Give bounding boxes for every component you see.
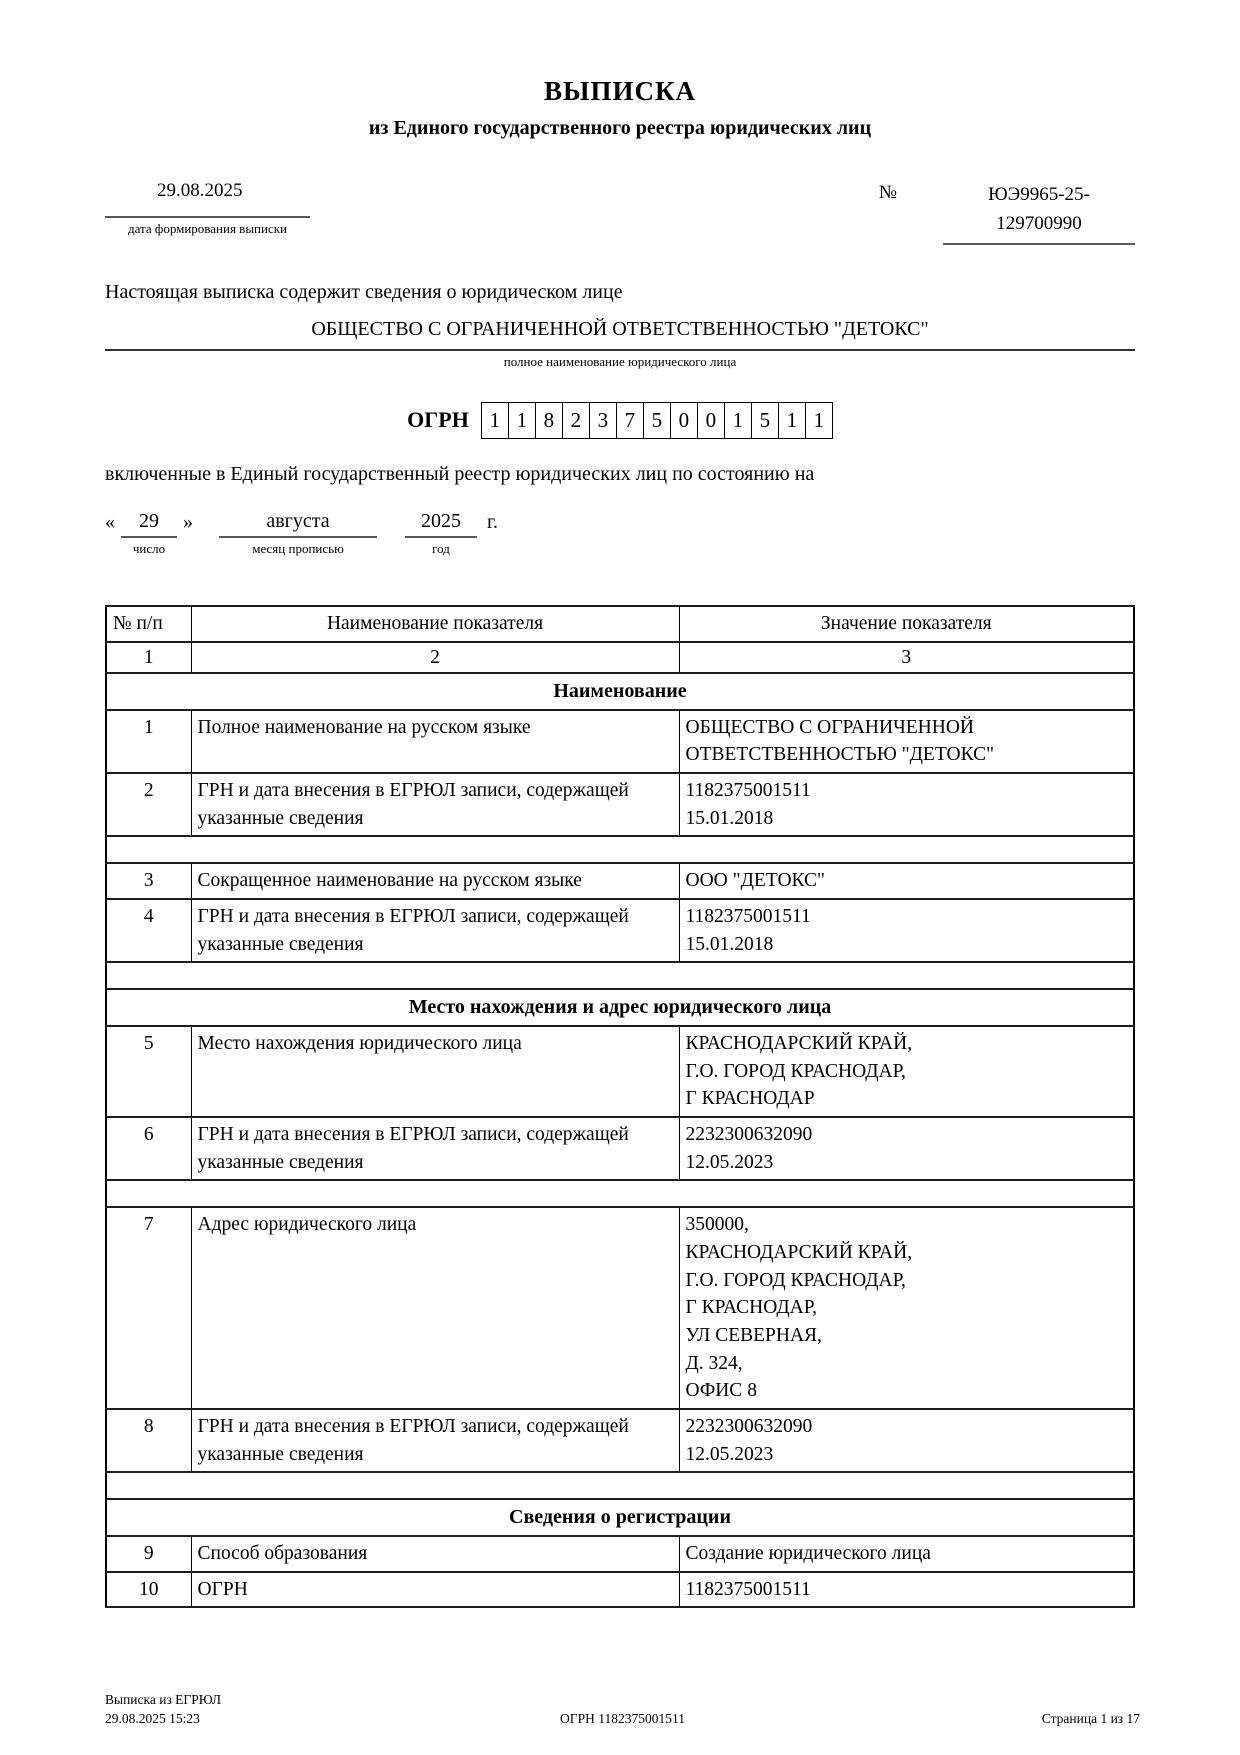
footer-left (105, 1691, 450, 1729)
value-line: Г.О. ГОРОД КРАСНОДАР, (685, 1269, 906, 1291)
ogrn-digit-box: 1 (724, 402, 752, 439)
value-line: Г.О. ГОРОД КРАСНОДАР, (685, 1060, 906, 1082)
document-number-line1: ЮЭ9965-25- (988, 184, 1090, 205)
quote-close: » (183, 510, 193, 533)
spacer-cell (106, 1472, 1134, 1499)
row-number: 10 (106, 1572, 191, 1608)
table-row (106, 1207, 1134, 1409)
table-row (106, 710, 1134, 773)
as-of-month: августа (219, 510, 377, 538)
ogrn-digit-box: 5 (643, 402, 671, 439)
row-indicator-value (679, 1536, 1134, 1572)
row-number: 8 (106, 1409, 191, 1472)
col-number-2: 2 (191, 642, 679, 674)
col-number-3: 3 (679, 642, 1134, 674)
column-number-row (106, 642, 1134, 674)
row-indicator-name: Место нахождения юридического лица (191, 1026, 679, 1117)
spacer-cell (106, 1180, 1134, 1207)
company-name-caption: полное наименование юридического лица (503, 353, 737, 369)
registry-table (105, 605, 1135, 1608)
row-indicator-name: Адрес юридического лица (191, 1207, 679, 1409)
row-number: 4 (106, 899, 191, 962)
footer-ogrn: ОГРН 1182375001511 (560, 1711, 685, 1727)
section-label: Место нахождения и адрес юридического лица (106, 989, 1134, 1025)
as-of-month-cell (219, 510, 377, 557)
formation-date-caption: дата формирования выписки (127, 221, 288, 236)
value-line: Создание юридического лица (685, 1542, 931, 1564)
footer-page-info: Страница 1 из 17 (1041, 1711, 1140, 1727)
value-line: 2232300632090 (685, 1123, 813, 1145)
value-line: 15.01.2018 (685, 807, 774, 829)
document-number (943, 180, 1135, 245)
value-line: 12.05.2023 (685, 1151, 774, 1173)
row-indicator-value (679, 863, 1134, 899)
company-name: ОБЩЕСТВО С ОГРАНИЧЕННОЙ ОТВЕТСТВЕННОСТЬЮ "ДЕТОКС" (105, 318, 1135, 351)
as-of-day: 29 (121, 510, 177, 538)
document-subtitle: из Единого государственного реестра юридических лиц (368, 117, 872, 139)
row-indicator-name: ГРН и дата внесения в ЕГРЮЛ записи, содержащей указанные сведения (191, 899, 679, 962)
row-number: 3 (106, 863, 191, 899)
table-row (106, 899, 1134, 962)
value-line: 12.05.2023 (685, 1443, 774, 1465)
as-of-year-cell (405, 510, 477, 557)
ogrn-digit-box: 3 (589, 402, 617, 439)
ogrn-digit-boxes (481, 402, 833, 439)
value-line: 1182375001511 (685, 1578, 811, 1600)
row-indicator-name: ГРН и дата внесения в ЕГРЮЛ записи, содержащей указанные сведения (191, 773, 679, 836)
section-row (106, 1499, 1134, 1535)
value-line: 350000, (685, 1214, 749, 1236)
value-line: 1182375001511 (685, 780, 811, 802)
ogrn-digit-box: 5 (751, 402, 779, 439)
row-indicator-value (679, 899, 1134, 962)
ogrn-digit-box: 1 (805, 402, 833, 439)
footer-doc-type: Выписка из ЕГРЮЛ (105, 1692, 222, 1708)
ogrn-label: ОГРН (407, 407, 469, 433)
ogrn-digit-box: 0 (670, 402, 698, 439)
row-number: 2 (106, 773, 191, 836)
lead-text: Настоящая выписка содержит сведения о юридическом лице (105, 280, 623, 303)
row-indicator-name: Сокращенное наименование на русском языке (191, 863, 679, 899)
as-of-year: 2025 (405, 510, 477, 538)
col-header-num: № п/п (106, 606, 191, 642)
row-number: 5 (106, 1026, 191, 1117)
row-indicator-value (679, 1572, 1134, 1608)
as-of-date-line (105, 510, 1135, 557)
table-row (106, 1572, 1134, 1608)
col-header-value: Значение показателя (679, 606, 1134, 642)
ogrn-digit-box: 0 (697, 402, 725, 439)
value-line: Г КРАСНОДАР, (685, 1297, 817, 1319)
spacer-cell (106, 962, 1134, 989)
table-row (106, 1536, 1134, 1572)
value-line: ОБЩЕСТВО С ОГРАНИЧЕННОЙ (685, 716, 974, 738)
ogrn-digit-box: 2 (562, 402, 590, 439)
row-indicator-value (679, 710, 1134, 773)
value-line: ОФИС 8 (685, 1380, 757, 1402)
row-indicator-value (679, 1026, 1134, 1117)
section-row (106, 989, 1134, 1025)
number-sign-label: № (878, 182, 897, 203)
ogrn-digit-box: 1 (481, 402, 509, 439)
value-line: 1182375001511 (685, 906, 811, 928)
row-indicator-value (679, 1207, 1134, 1409)
section-label: Сведения о регистрации (106, 1499, 1134, 1535)
table-row (106, 1117, 1134, 1180)
day-caption: число (132, 540, 166, 556)
row-indicator-name: ОГРН (191, 1572, 679, 1608)
row-indicator-name: Способ образования (191, 1536, 679, 1572)
value-line: ОТВЕТСТВЕННОСТЬЮ "ДЕТОКС" (685, 744, 995, 766)
table-header-row (106, 606, 1134, 642)
row-indicator-value (679, 1117, 1134, 1180)
value-line: 15.01.2018 (685, 933, 774, 955)
footer-generated-at: 29.08.2025 15:23 (105, 1711, 200, 1727)
formation-date: 29.08.2025 (105, 180, 310, 218)
document-number-block (879, 180, 1135, 245)
included-line: включенные в Единый государственный реестр юридических лиц по состоянию на (105, 462, 815, 485)
header-meta-row (105, 180, 1135, 245)
col-number-1: 1 (106, 642, 191, 674)
value-line: КРАСНОДАРСКИЙ КРАЙ, (685, 1241, 913, 1263)
ogrn-row (105, 402, 1135, 439)
row-indicator-value (679, 773, 1134, 836)
table-body (106, 606, 1134, 1607)
row-number: 7 (106, 1207, 191, 1409)
page-footer (105, 1691, 1140, 1729)
spacer-cell (106, 836, 1134, 863)
row-number: 6 (106, 1117, 191, 1180)
value-line: Г КРАСНОДАР (685, 1088, 815, 1110)
row-indicator-name: ГРН и дата внесения в ЕГРЮЛ записи, содержащей указанные сведения (191, 1117, 679, 1180)
value-line: ООО "ДЕТОКС" (685, 870, 826, 892)
value-line: Д. 324, (685, 1352, 743, 1374)
table-row (106, 1409, 1134, 1472)
document-title: ВЫПИСКА (543, 76, 697, 106)
row-indicator-name: Полное наименование на русском языке (191, 710, 679, 773)
table-row (106, 863, 1134, 899)
ogrn-digit-box: 7 (616, 402, 644, 439)
document-number-line2: 129700990 (996, 213, 1082, 235)
section-row (106, 673, 1134, 709)
ogrn-digit-box: 8 (535, 402, 563, 439)
ogrn-digit-box: 1 (508, 402, 536, 439)
year-caption: год (432, 540, 450, 556)
row-indicator-name: ГРН и дата внесения в ЕГРЮЛ записи, содержащей указанные сведения (191, 1409, 679, 1472)
spacer-row (106, 836, 1134, 863)
spacer-row (106, 1180, 1134, 1207)
value-line: УЛ СЕВЕРНАЯ, (685, 1325, 822, 1347)
month-caption: месяц прописью (252, 540, 344, 556)
col-header-name: Наименование показателя (191, 606, 679, 642)
ogrn-digit-box: 1 (778, 402, 806, 439)
spacer-row (106, 1472, 1134, 1499)
spacer-row (106, 962, 1134, 989)
section-label: Наименование (106, 673, 1134, 709)
quote-open: « (105, 510, 115, 533)
row-number: 9 (106, 1536, 191, 1572)
row-number: 1 (106, 710, 191, 773)
row-indicator-value (679, 1409, 1134, 1472)
as-of-day-cell (121, 510, 177, 557)
formation-date-block (105, 180, 310, 237)
year-suffix: г. (487, 510, 498, 533)
table-row (106, 1026, 1134, 1117)
value-line: 2232300632090 (685, 1416, 813, 1438)
value-line: КРАСНОДАРСКИЙ КРАЙ, (685, 1032, 913, 1054)
table-row (106, 773, 1134, 836)
